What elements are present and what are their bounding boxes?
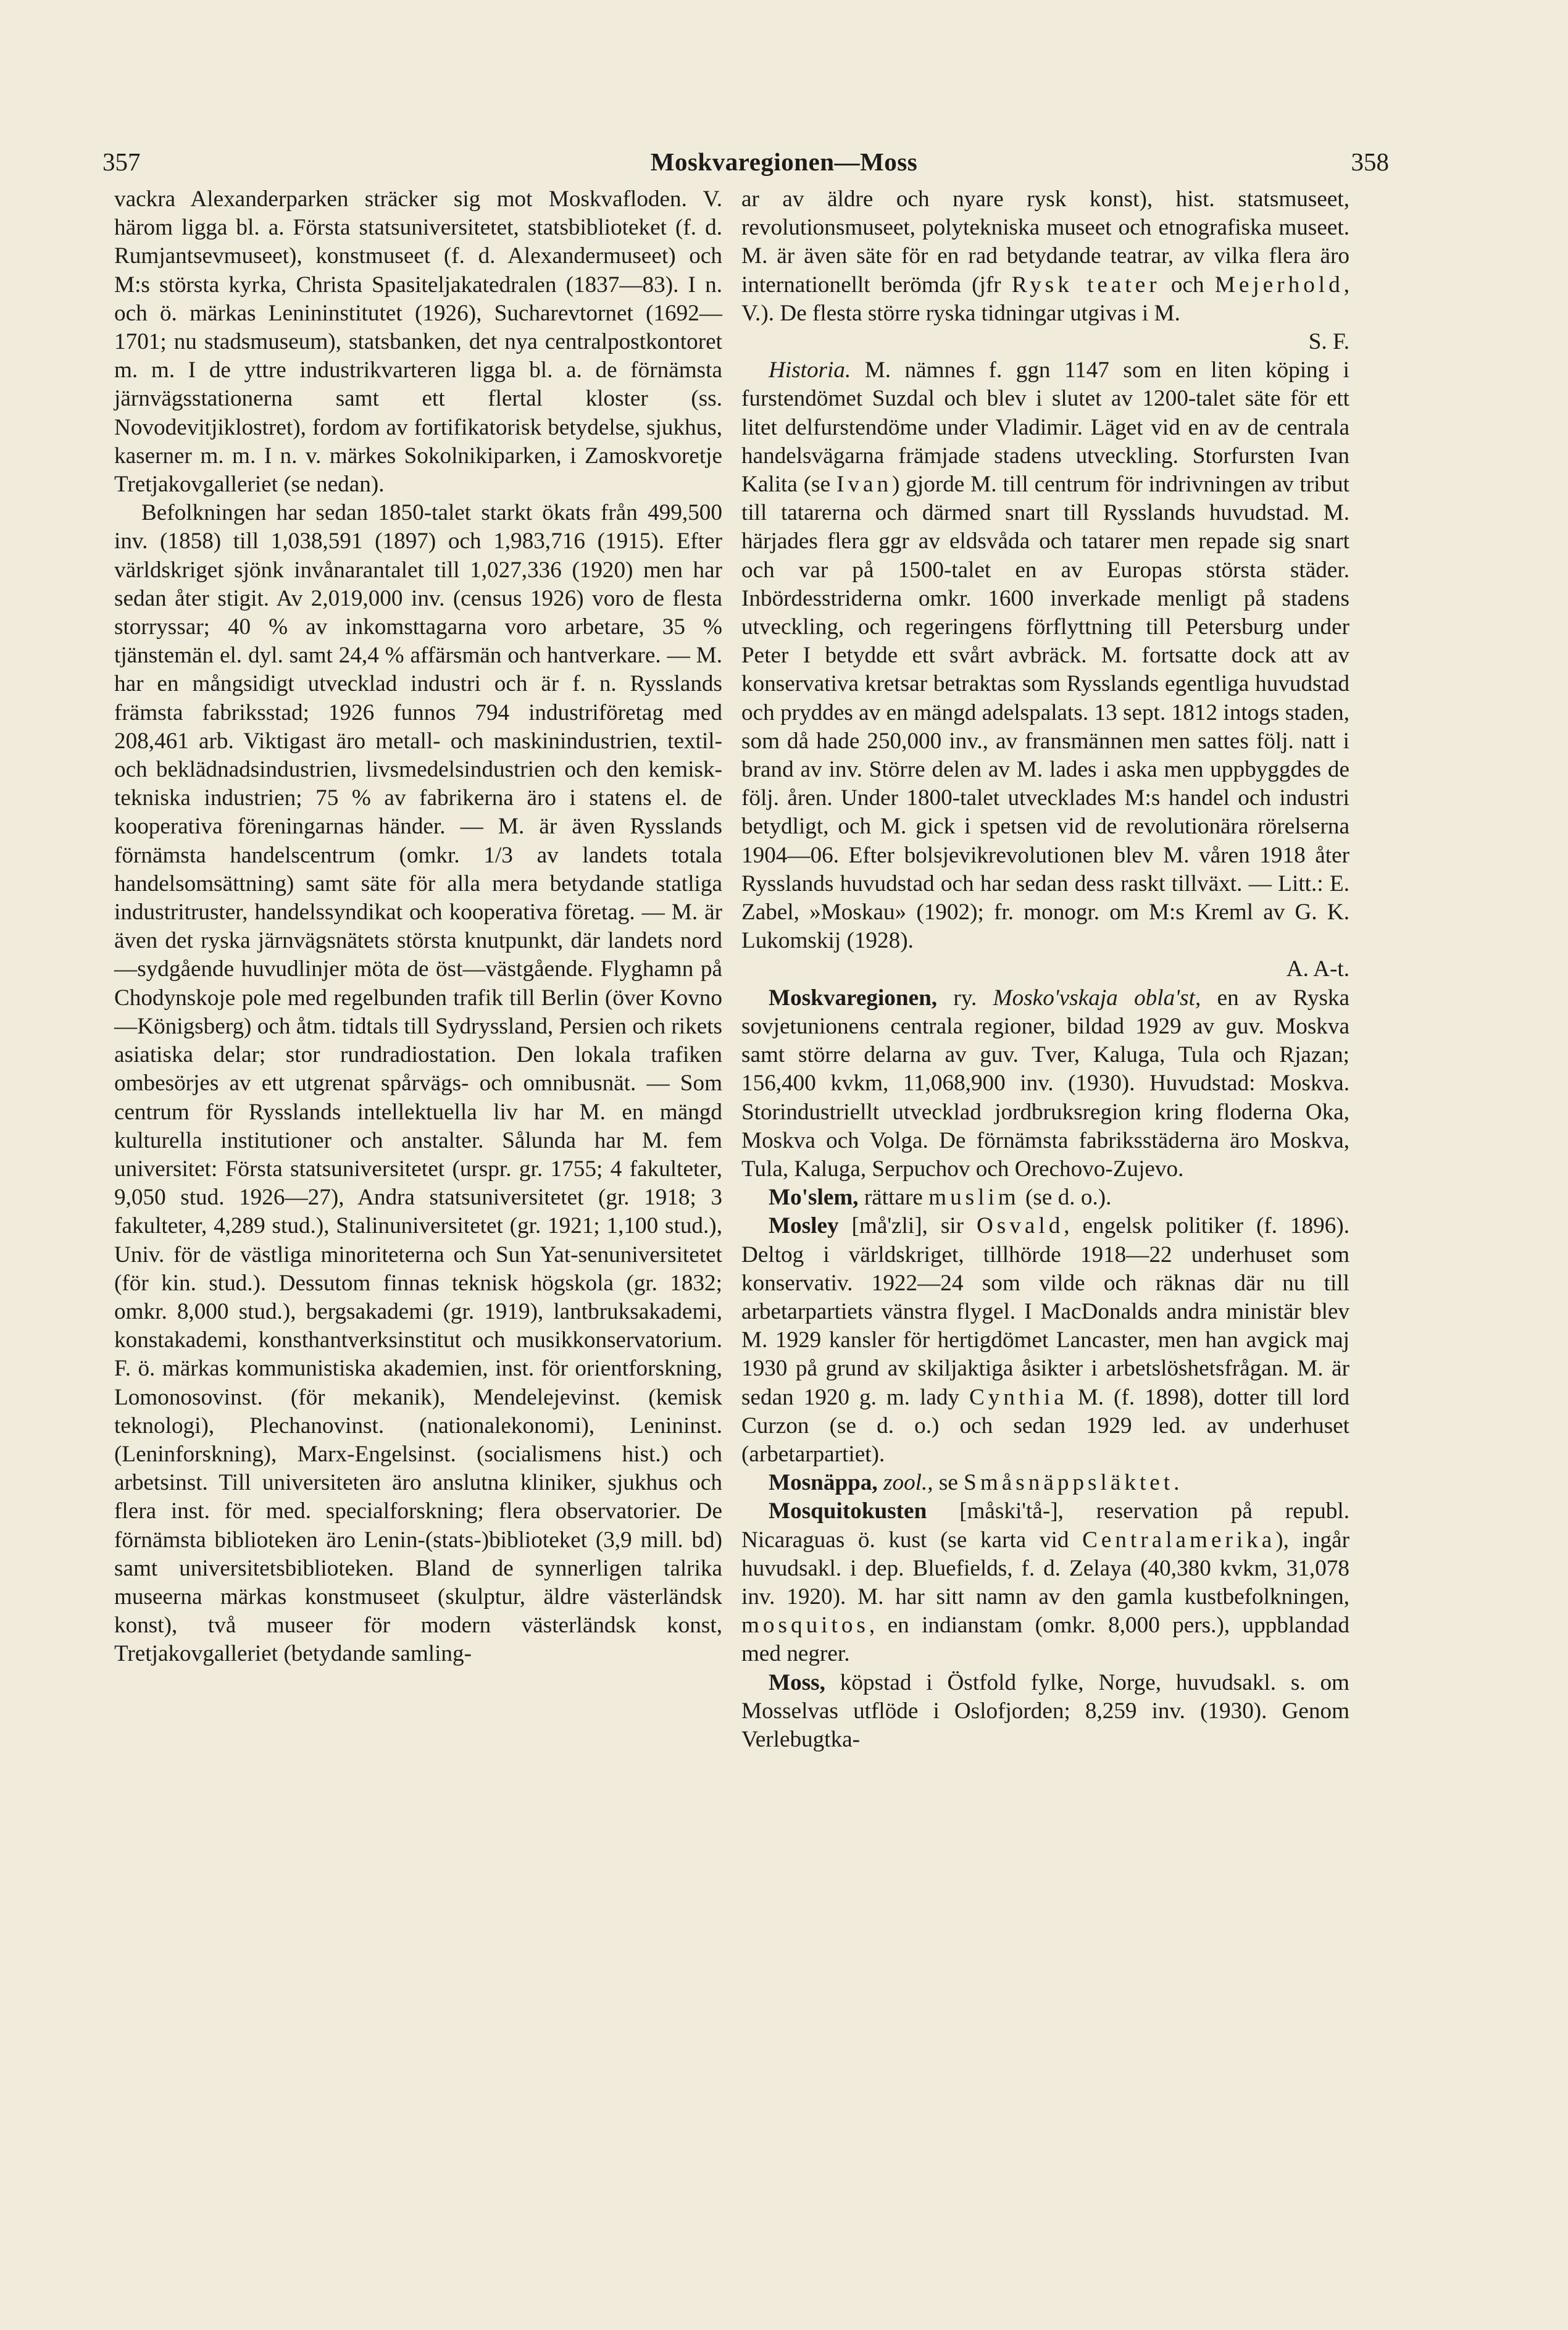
entry-headword: Moss, <box>769 1669 825 1695</box>
cross-ref-mejerhold: Mejerhold <box>1214 272 1344 298</box>
left-column <box>114 185 722 1669</box>
cross-ref-ivan: Ivan <box>836 472 893 498</box>
entry-moslem: Mo'slem, rättare muslim (se d. o.). <box>769 1185 1112 1211</box>
left-page-number: 357 <box>102 148 141 176</box>
cross-ref-smasnappslaktet: Småsnäppsläktet <box>964 1470 1174 1496</box>
right-column <box>741 185 1349 1754</box>
entry-mosnappa: Mosnäppa, zool., se Småsnäppsläktet. <box>769 1470 1180 1496</box>
entry-moss: Moss, köpstad i Östfold fylke, Norge, huvudsakl. s. om Mosselvas utflöde i Oslofjorden; 8,259 inv. (1930). Genom Verlebugtka- <box>741 1669 1349 1752</box>
moscow-museums-paragraph: ar av äldre och nyare rysk konst), hist. statsmuseet, revolutionsmuseet, polytekniska museet och etnografiska museet. M. är även säte för en rad betydande teatrar, av vilka flera äro internationellt berömda (jfr Rysk teater och Mejerhold, V.). De flesta större ryska tidningar utgivas i M. <box>741 186 1350 326</box>
entry-headword: Moskvaregionen, <box>769 985 938 1011</box>
author-signature-aat: A. A-t. <box>1286 956 1349 982</box>
entry-mosquitokusten: Mosquitokusten [måski'tå-], reservation på republ. Nicaraguas ö. kust (se karta vid Centralamerika), ingår huvudsakl. i dep. Bluefields, f. d. Zelaya (40,380 kvkm, 31,078 inv. 1920). M. har sitt namn av den gamla kustbefolkningen, mosquitos, en indianstam (omkr. 8,000 pers.), uppblandad med negrer. <box>741 1498 1350 1667</box>
moscow-history-paragraph: Historia. M. nämnes f. ggn 1147 som en liten köping i furstendömet Suzdal och blev i slutet av 1200-talet säte för ett litet delfurstendöme under Vladimir. Läget vid en av de centrala handelsvägarna främjade stadens utveckling. Storfursten Ivan Kalita (se Ivan) gjorde M. till centrum för indrivningen av tribut till tatarerna och därmed snart till Rysslands huvudstad. M. härjades flera ggr av eldsvåda och tatarer men repade sig snart och var på 1500-talet en av Europas största städer. Inbördesstriderna omkr. 1600 inverkade menligt på stadens utveckling, och regeringens förflyttning till Petersburg under Peter I betydde ett svårt avbräck. M. fortsatte dock att av konservativa kretsar betraktas som Rysslands egentliga huvudstad och pryddes av en mängd adelspalats. 13 sept. 1812 intogs staden, som då hade 250,000 inv., av fransmännen men sattes följ. natt i brand av inv. Större delen av M. lades i aska men uppbyggdes de följ. åren. Under 1800-talet utvecklades M:s handel och industri betydligt, och M. gick i spetsen vid de revolutionära rörelserna 1904—06. Efter bolsjevikrevolutionen blev M. våren 1918 åter Rysslands huvudstad och har sedan dess raskt tillväxt. — Litt.: E. Zabel, »Moskau» (1902); fr. monogr. om M:s Kreml av G. K. Lukomskij (1928). <box>741 357 1350 954</box>
entry-mosley: Mosley [må'zli], sir Osvald, engelsk politiker (f. 1896). Deltog i världskriget, tillhörde 1918—22 underhuset som konservativ. 1922—24 som vilde och räknas där nu till arbetarpartiets vänstra flygel. I MacDonalds andra ministär blev M. 1929 kansler för hertigdömet Lancaster, men han avgick maj 1930 på grund av skiljaktiga åsikter i arbetslöshetsfrågan. M. är sedan 1920 g. m. lady Cynthia M. (f. 1898), dotter till lord Curzon (se d. o.) och sedan 1929 led. av underhuset (arbetarpartiet). <box>741 1213 1349 1467</box>
moscow-description-paragraph: vackra Alexanderparken sträcker sig mot Moskvafloden. V. härom ligga bl. a. Första statsuniversitetet, statsbiblioteket (f. d. Rumjantsevmuseet), konstmuseet (f. d. Alexandermuseet) och M:s största kyrka, Christa Spasiteljakatedralen (1837—83). I n. och ö. märkas Lenininstitutet (1926), Sucharevtornet (1692—1701; nu stadsmuseum), statsbanken, det nya centralpostkontoret m. m. I de yttre industrikvarteren ligga bl. a. de förnämsta järnvägsstationerna samt ett flertal kloster (ss. Novodevitjiklostret), fordom av fortifikatorisk betydelse, sjukhus, kaserner m. m. I n. v. märkes Sokolnikiparken, i Zamoskvoretje Tretjakovgalleriet (se nedan). <box>114 186 722 498</box>
entry-headword: Mosquitokusten <box>769 1498 927 1524</box>
right-page-number: 358 <box>1351 148 1389 176</box>
entry-headword: Mosnäppa, <box>769 1470 878 1496</box>
cross-ref-centralamerika: Centralamerika <box>1082 1527 1276 1553</box>
author-signature-sf: S. F. <box>1308 329 1349 355</box>
history-label: Historia. <box>769 357 851 383</box>
entry-moskvaregionen: Moskvaregionen, ry. Mosko'vskaja obla'st, en av Ryska sovjetunionens centrala regioner, bildad 1929 av guv. Moskva samt större delarna av guv. Tver, Kaluga, Tula och Rjazan; 156,400 kvkm, 11,068,900 inv. (1930). Huvudstad: Moskva. Storindustriellt utvecklad jordbruksregion kring floderna Oka, Moskva och Volga. De förnämsta fabriksstäderna äro Moskva, Tula, Kaluga, Serpuchov och Orechovo-Zujevo. <box>741 985 1350 1182</box>
entry-headword: Mosley <box>769 1213 839 1239</box>
cross-ref-muslim: muslim <box>928 1185 1020 1211</box>
moscow-population-paragraph: Befolkningen har sedan 1850-talet starkt ökats från 499,500 inv. (1858) till 1,038,591 (1897) och 1,983,716 (1915). Efter världskriget sjönk invånarantalet till 1,027,336 (1920) men har sedan åter stigit. Av 2,019,000 inv. (census 1926) voro de flesta storryssar; 40 % av inkomsttagarna voro arbetare, 35 % tjänstemän el. dyl. samt 24,4 % affärsmän och hantverkare. — M. har en mångsidigt utvecklad industri och är f. n. Rysslands främsta fabriksstad; 1926 funnos 794 industriföretag med 208,461 arb. Viktigast äro metall- och maskinindustrien, textil- och beklädnadsindustrien, livsmedelsindustrien och den kemisk-tekniska industrien; 75 % av fabrikerna äro i statens el. de kooperativa föreningarnas händer. — M. är även Rysslands förnämsta handelscentrum (omkr. 1/3 av landets totala handelsomsättning) samt säte för alla mera betydande statliga industritruster, handelssyndikat och kooperativa företag. — M. är även det ryska järnvägsnätets största knutpunkt, där landets nord—sydgående huvudlinjer möta de öst—västgående. Flyghamn på Chodynskoje pole med regelbunden trafik till Berlin (över Kovno—Königsberg) och åtm. tidtals till Sydryssland, Persien och rikets asiatiska delar; stor rundradiostation. Den lokala trafiken ombesörjes av ett utgrenat spårvägs- och omnibusnät. — Som centrum för Rysslands intellektuella liv har M. en mängd kulturella institutioner och anstalter. Sålunda har M. fem universitet: Första statsuniversitetet (urspr. gr. 1755; 4 fakulteter, 9,050 stud. 1926—27), Andra statsuniversitetet (gr. 1918; 3 fakulteter, 4,289 stud.), Stalinuniversitetet (gr. 1921; 1,100 stud.), Univ. för de västliga minoriteterna och Sun Yat-senuniversitetet (för kin. stud.). Dessutom finnas teknisk högskola (gr. 1832; omkr. 8,000 stud.), bergsakademi (gr. 1919), lantbruksakademi, konstakademi, konsthantverksinstitut och musikkonservatorium. F. ö. märkas kommunistiska akademien, inst. för orientforskning, Lomonosovinst. (för mekanik), Mendelejevinst. (kemisk teknologi), Plechanovinst. (nationalekonomi), Lenininst. (Leninforskning), Marx-Engelsinst. (socialismens hist.) och arbetsinst. Till universiteten äro anslutna kliniker, sjukhus och flera inst. för med. specialforskning; flera observatorier. De förnämsta biblioteken äro Lenin-(stats-)biblioteket (3,9 mill. bd) samt universitetsbiblioteken. Bland de synnerligen talrika museerna märkas konstmuseet (skulptur, äldre västerländsk konst), två museer för modern västerländsk konst, Tretjakovgalleriet (betydande samling- <box>114 500 722 1667</box>
entry-headword: Mo'slem, <box>769 1185 859 1211</box>
cross-ref-rysk-teater: Rysk teater <box>1011 272 1161 298</box>
running-header: Moskvaregionen—Moss <box>650 148 918 176</box>
